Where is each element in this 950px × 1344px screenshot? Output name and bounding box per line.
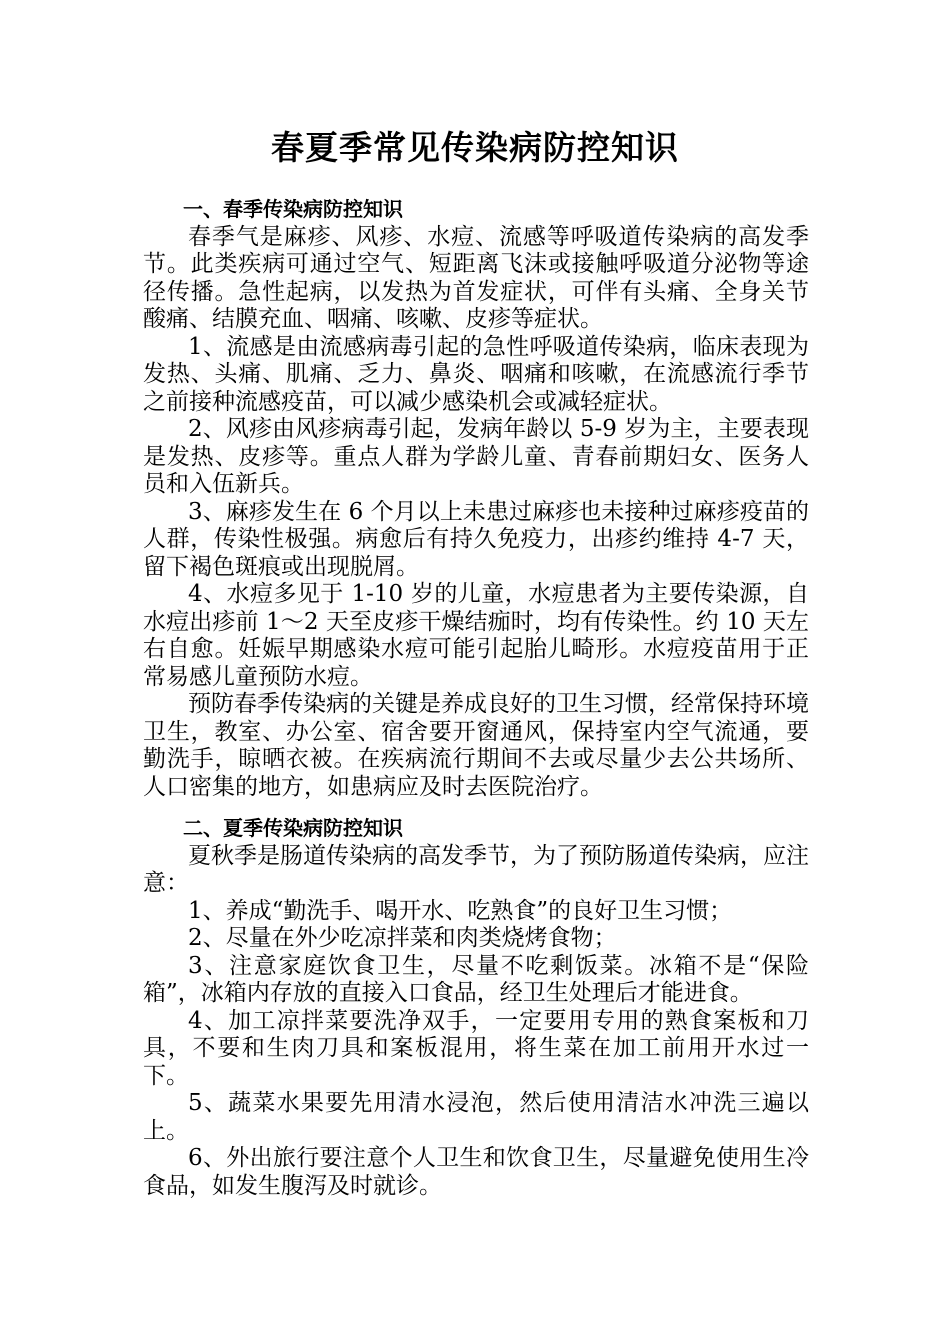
document-body [143, 196, 809, 1200]
paragraph: 夏秋季是肠道传染病的高发季节，为了预防肠道传染病，应注意： [143, 842, 809, 896]
section-summer [143, 815, 809, 1200]
paragraph: 2、尽量在外少吃凉拌菜和肉类烧烤食物； [188, 925, 617, 951]
paragraph: 1、流感是由流感病毒引起的急性呼吸道传染病，临床表现为发热、头痛、肌痛、乏力、鼻炎、咽痛和咳嗽，在流感流行季节之前接种流感疫苗，可以减少感染机会或减轻症状。 [143, 333, 809, 415]
section-spring [143, 196, 809, 801]
section-gap [143, 801, 809, 815]
paragraph: 春季气是麻疹、风疹、水痘、流感等呼吸道传染病的高发季节。此类疾病可通过空气、短距离飞沫或接触呼吸道分泌物等途径传播。急性起病，以发热为首发症状，可伴有头痛、全身关节酸痛、结膜充血、咽痛、咳嗽、皮疹等症状。 [143, 223, 809, 332]
paragraph: 3、注意家庭饮食卫生，尽量不吃剩饭菜。冰箱不是“保险箱”，冰箱内存放的直接入口食品，经卫生处理后才能进食。 [143, 952, 809, 1006]
paragraph: 6、外出旅行要注意个人卫生和饮食卫生，尽量避免使用生冷食品，如发生腹泻及时就诊。 [143, 1145, 809, 1199]
paragraph: 3、麻疹发生在 6 个月以上未患过麻疹也未接种过麻疹疫苗的人群，传染性极强。病愈后有持久免疫力，出疹约维持 4-7 天，留下褐色斑痕或出现脱屑。 [143, 498, 809, 580]
paragraph: 2、风疹由风疹病毒引起，发病年龄以 5-9 岁为主，主要表现是发热、皮疹等。重点人群为学龄儿童、青春前期妇女、医务人员和入伍新兵。 [143, 416, 809, 497]
section-heading: 二、夏季传染病防控知识 [183, 816, 403, 840]
section-heading: 一、春季传染病防控知识 [183, 197, 403, 221]
paragraph: 5、蔬菜水果要先用清水浸泡，然后使用清洁水冲洗三遍以上。 [143, 1090, 809, 1144]
paragraph: 4、水痘多见于 1-10 岁的儿童，水痘患者为主要传染源，自水痘出疹前 1～2 天至皮疹干燥结痂时，均有传染性。约 10 天左右自愈。妊娠早期感染水痘可能引起胎儿畸形。水痘疫苗用于正常易感儿童预防水痘。 [143, 581, 809, 690]
paragraph: 预防春季传染病的关键是养成良好的卫生习惯，经常保持环境卫生，教室、办公室、宿舍要开窗通风，保持室内空气流通，要勤洗手，晾晒衣被。在疾病流行期间不去或尽量少去公共场所、人口密集的地方，如患病应及时去医院治疗。 [143, 691, 809, 800]
paragraph: 4、加工凉拌菜要洗净双手，一定要用专用的熟食案板和刀具，不要和生肉刀具和案板混用，将生菜在加工前用开水过一下。 [143, 1007, 809, 1089]
page-title: 春夏季常见传染病防控知识 [271, 128, 679, 167]
paragraph: 1、养成“勤洗手、喝开水、吃熟食”的良好卫生习惯； [188, 897, 733, 924]
